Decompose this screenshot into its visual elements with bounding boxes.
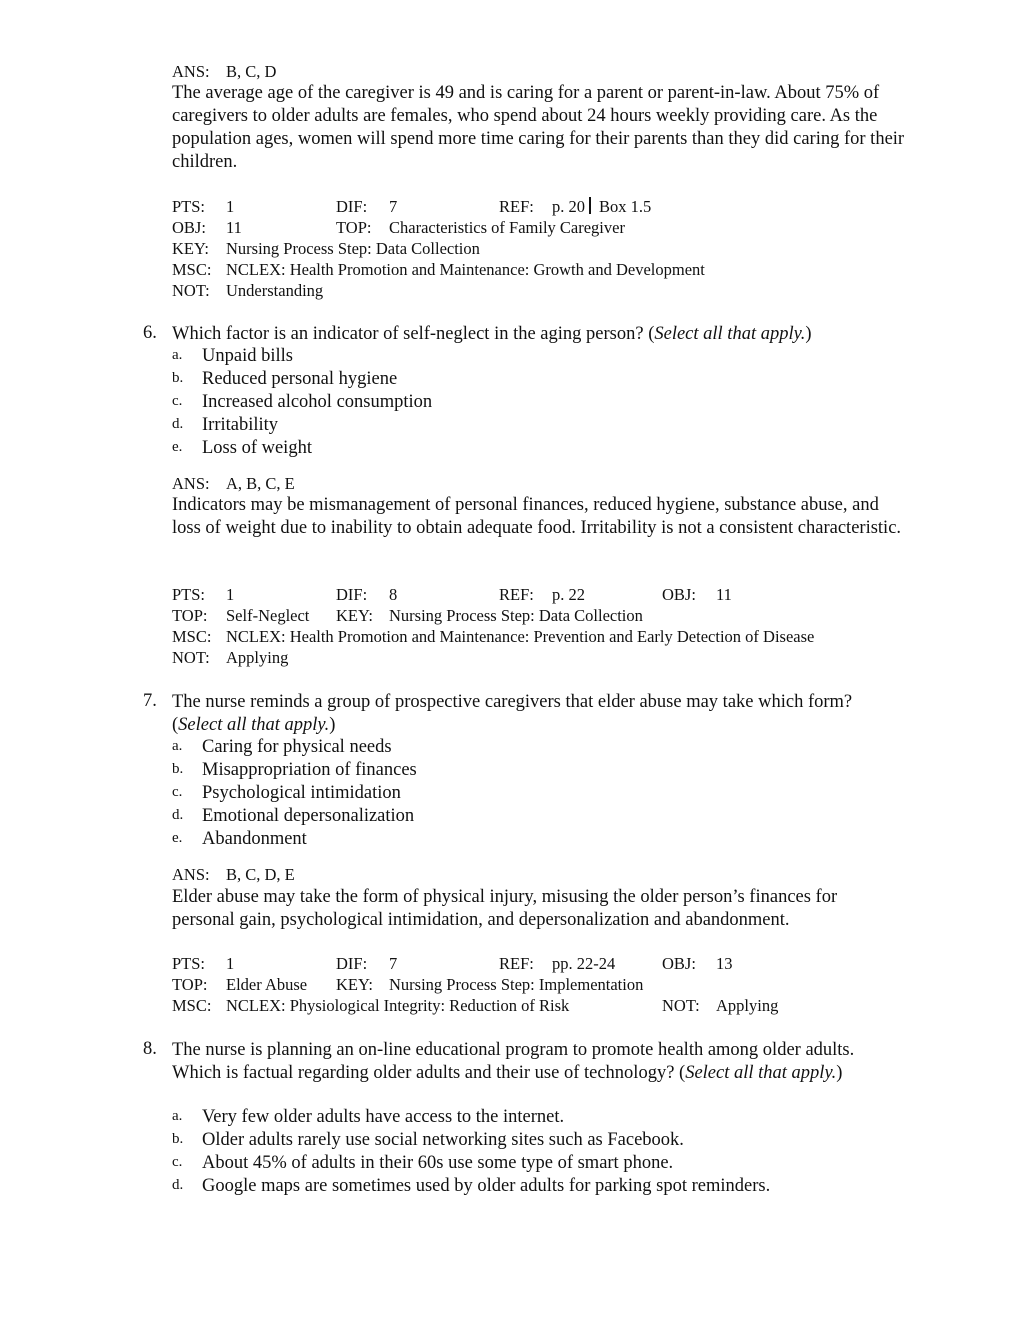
option-letter: b. — [172, 1131, 184, 1147]
dif-label: DIF: — [336, 197, 368, 216]
pts-label: PTS: — [172, 954, 206, 973]
option-text: Google maps are sometimes used by older adults for parking spot reminders. — [202, 1176, 771, 1196]
msc-label: MSC: — [172, 260, 212, 279]
option-letter: b. — [172, 370, 184, 386]
pts-label: PTS: — [172, 585, 206, 604]
answer-label: ANS: — [172, 865, 210, 884]
ref-value — [552, 197, 651, 217]
key-label: KEY: — [172, 239, 209, 258]
ref-page: p. 20 — [552, 197, 585, 216]
option-text: Unpaid bills — [202, 346, 293, 366]
stem-close: ) — [805, 324, 812, 344]
dif-value: 7 — [389, 954, 398, 973]
option-text: Loss of weight — [202, 438, 312, 458]
question-number: 7. — [143, 691, 157, 711]
dif-label: DIF: — [336, 954, 368, 973]
select-all-note: Select all that apply. — [178, 715, 330, 735]
option-text: Reduced personal hygiene — [202, 369, 398, 389]
obj-value: 11 — [716, 585, 732, 604]
answer-value: A, B, C, E — [226, 474, 295, 493]
dif-value: 7 — [389, 197, 398, 216]
not-value: Understanding — [226, 281, 324, 300]
obj-label: OBJ: — [662, 954, 696, 973]
option-letter: c. — [172, 1154, 183, 1170]
option-text: Psychological intimidation — [202, 783, 401, 803]
answer-label: ANS: — [172, 62, 210, 81]
key-value: Nursing Process Step: Implementation — [389, 975, 644, 994]
msc-label: MSC: — [172, 627, 212, 646]
pts-label: PTS: — [172, 197, 206, 216]
top-label: TOP: — [172, 975, 208, 994]
select-all-note: Select all that apply. — [654, 324, 806, 344]
option-text: Increased alcohol consumption — [202, 392, 433, 412]
rationale-text: Indicators may be mismanagement of personal finances, reduced hygiene, substance abuse, and loss of weight due to inability to obtain adequate food. Irritability is not a consistent characteristic. — [172, 495, 902, 538]
not-value: Applying — [226, 648, 289, 667]
option-letter: a. — [172, 738, 183, 754]
ref-label: REF: — [499, 585, 534, 604]
key-value: Nursing Process Step: Data Collection — [389, 606, 643, 625]
obj-value: 11 — [226, 218, 242, 237]
not-value: Applying — [716, 996, 779, 1015]
question-stem — [172, 691, 872, 737]
top-label: TOP: — [172, 606, 208, 625]
key-label: KEY: — [336, 975, 373, 994]
question-stem — [172, 1039, 907, 1085]
option-text: Older adults rarely use social networking sites such as Facebook. — [202, 1130, 684, 1150]
stem-close: ) — [329, 715, 336, 735]
option-text: Irritability — [202, 415, 279, 435]
key-label: KEY: — [336, 606, 373, 625]
option-letter: a. — [172, 347, 183, 363]
answer-value: B, C, D — [226, 62, 277, 81]
option-letter: b. — [172, 761, 184, 777]
pts-value: 1 — [226, 585, 235, 604]
stem-close: ) — [836, 1063, 843, 1083]
ref-label: REF: — [499, 197, 534, 216]
answer-label: ANS: — [172, 474, 210, 493]
select-all-note: Select all that apply. — [685, 1063, 837, 1083]
option-letter: e. — [172, 439, 183, 455]
obj-label: OBJ: — [662, 585, 696, 604]
question-stem — [172, 323, 912, 346]
option-letter: d. — [172, 1177, 184, 1193]
msc-value: NCLEX: Health Promotion and Maintenance: Growth and Development — [226, 260, 705, 279]
option-text: Misappropriation of finances — [202, 760, 417, 780]
not-label: NOT: — [172, 281, 210, 300]
key-value: Nursing Process Step: Data Collection — [226, 239, 480, 258]
top-value: Characteristics of Family Caregiver — [389, 218, 625, 237]
obj-value: 13 — [716, 954, 733, 973]
question-number: 8. — [143, 1039, 157, 1059]
ref-label: REF: — [499, 954, 534, 973]
obj-label: OBJ: — [172, 218, 206, 237]
option-text: About 45% of adults in their 60s use some type of smart phone. — [202, 1153, 674, 1173]
pts-value: 1 — [226, 197, 235, 216]
stem-text: The nurse is planning an on-line educational program to promote health among older adults. Which is factual regarding older adults and their use of technology? ( — [172, 1040, 855, 1083]
option-text: Abandonment — [202, 829, 307, 849]
option-text: Very few older adults have access to the internet. — [202, 1107, 565, 1127]
top-value: Elder Abuse — [226, 975, 308, 994]
option-text: Emotional depersonalization — [202, 806, 415, 826]
option-letter: d. — [172, 416, 184, 432]
dif-value: 8 — [389, 585, 398, 604]
option-letter: a. — [172, 1108, 183, 1124]
stem-text: Which factor is an indicator of self-neglect in the aging person? ( — [172, 324, 655, 344]
option-letter: e. — [172, 830, 183, 846]
rationale-text: Elder abuse may take the form of physical injury, misusing the older person’s finances for personal gain, psychological intimidation, and depersonalization and abandonment. — [172, 887, 838, 930]
not-label: NOT: — [662, 996, 700, 1015]
option-letter: c. — [172, 784, 183, 800]
ref-value: pp. 22-24 — [552, 954, 616, 973]
option-letter: d. — [172, 807, 184, 823]
ref-value: p. 22 — [552, 585, 585, 604]
ref-box: Box 1.5 — [599, 197, 652, 216]
msc-label: MSC: — [172, 996, 212, 1015]
msc-value: NCLEX: Health Promotion and Maintenance: Prevention and Early Detection of Disease — [226, 627, 815, 646]
answer-value: B, C, D, E — [226, 865, 295, 884]
option-letter: c. — [172, 393, 183, 409]
option-text: Caring for physical needs — [202, 737, 392, 757]
stem-text: The nurse reminds a group of prospective caregivers that elder abuse may take which form? ( — [172, 692, 853, 735]
pts-value: 1 — [226, 954, 235, 973]
top-label: TOP: — [336, 218, 372, 237]
not-label: NOT: — [172, 648, 210, 667]
msc-value: NCLEX: Physiological Integrity: Reduction of Risk — [226, 996, 570, 1015]
divider — [589, 197, 591, 214]
rationale-text: The average age of the caregiver is 49 and is caring for a parent or parent-in-law. About 75% of caregivers to older adults are females, who spend about 24 hours weekly providing care. As the population ages, women will spend more time caring for their parents than they did caring for their children. — [172, 83, 905, 172]
dif-label: DIF: — [336, 585, 368, 604]
question-number: 6. — [143, 323, 157, 343]
top-value: Self-Neglect — [226, 606, 310, 625]
